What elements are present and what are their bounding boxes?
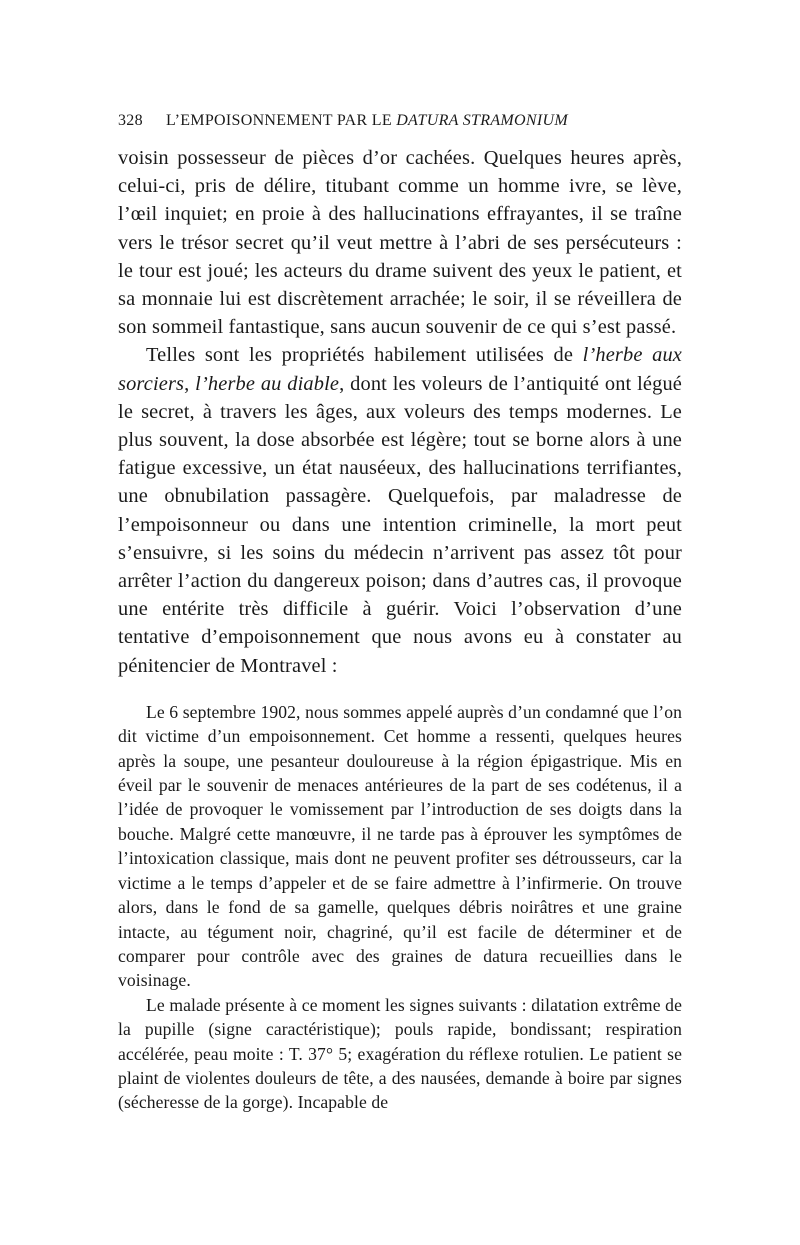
running-title	[166, 112, 568, 130]
paragraph-continuation: voisin possesseur de pièces d’or cachées. Quelques heures après, celui-ci, pris de délire, titubant comme un homme ivre, se lève, l’œil inquiet; en proie à des hallucinations effrayantes, il se traîne vers le trésor secret qu’il veut mettre à l’abri de ses persécuteurs : le tour est joué; les acteurs du drame suivent des yeux le patient, et sa monnaie lui est discrètement arrachée; le soir, il se réveillera de son sommeil fantastique, sans aucun souvenir de ce qui s’est passé.	[118, 147, 682, 339]
book-page	[118, 112, 682, 1115]
running-title-italic: DATURA STRAMONIUM	[396, 112, 568, 129]
italic-herbe-aux-sorciers: l’herbe aux sorciers	[118, 344, 682, 395]
observation-paragraph: Le 6 septembre 1902, nous sommes appelé auprès d’un condamné que l’on dit victime d’un empoisonnement. Cet homme a ressenti, quelques heures après la soupe, une pesanteur douloureuse à la région épigastrique. Mis en éveil par le souvenir de menaces antérieures de la part de ses codétenus, il a l’idée de provoquer le vomissement par l’introduction de ses doigts dans la bouche. Malgré cette manœuvre, il ne tarde pas à éprouver les symptômes de l’intoxication classique, mais dont ne peuvent profiter ses détrousseurs, car la victime a le temps d’appeler et de se faire admettre à l’infirmerie. On trouve alors, dans le fond de sa gamelle, quelques débris noirâtres et une graine intacte, au tégument noir, chagriné, qu’il est facile de déterminer et de comparer pour contrôle avec des graines de datura recueillies dans le voisinage.	[118, 701, 682, 991]
main-text	[118, 144, 682, 680]
page-number: 328	[118, 112, 143, 129]
running-title-prefix: L’EMPOISONNEMENT PAR LE	[166, 112, 397, 129]
paragraph-properties-rest: , dont les voleurs de l’antiquité ont légué le secret, à travers les âges, aux voleurs des temps modernes. Le plus souvent, la dose absorbée est légère; tout se borne alors à une fatigue excessive, un état nauséeux, des hallucinations terrifiantes, une obnubilation passagère. Quelquefois, par maladresse de l’empoisonneur ou dans une intention criminelle, la mort peut s’ensuivre, si les soins du médecin n’arrivent pas assez tôt pour arrêter l’action du dangereux poison; dans d’autres cas, il provoque une entérite très difficile à guérir. Voici l’observation d’une tentative d’empoisonnement que nous avons eu à constater au pénitencier de Montravel :	[118, 372, 683, 677]
observation-paragraph: Le malade présente à ce moment les signes suivants : dilatation extrême de la pupille (signe caractéristique); pouls rapide, bondissant; respiration accélérée, peau moite : T. 37° 5; exagération du réflexe rotulien. Le patient se plaint de violentes douleurs de tête, a des nausées, demande à boire par signes (sécheresse de la gorge). Incapable de	[118, 994, 682, 1113]
italic-herbe-au-diable: l’herbe au diable	[195, 372, 340, 395]
observation-block	[118, 700, 682, 1115]
paragraph-properties-separator: ,	[184, 372, 196, 395]
running-header	[118, 112, 682, 144]
paragraph-properties-start: Telles sont les propriétés habilement utilisées de	[146, 344, 583, 367]
paragraph-properties	[118, 341, 682, 679]
